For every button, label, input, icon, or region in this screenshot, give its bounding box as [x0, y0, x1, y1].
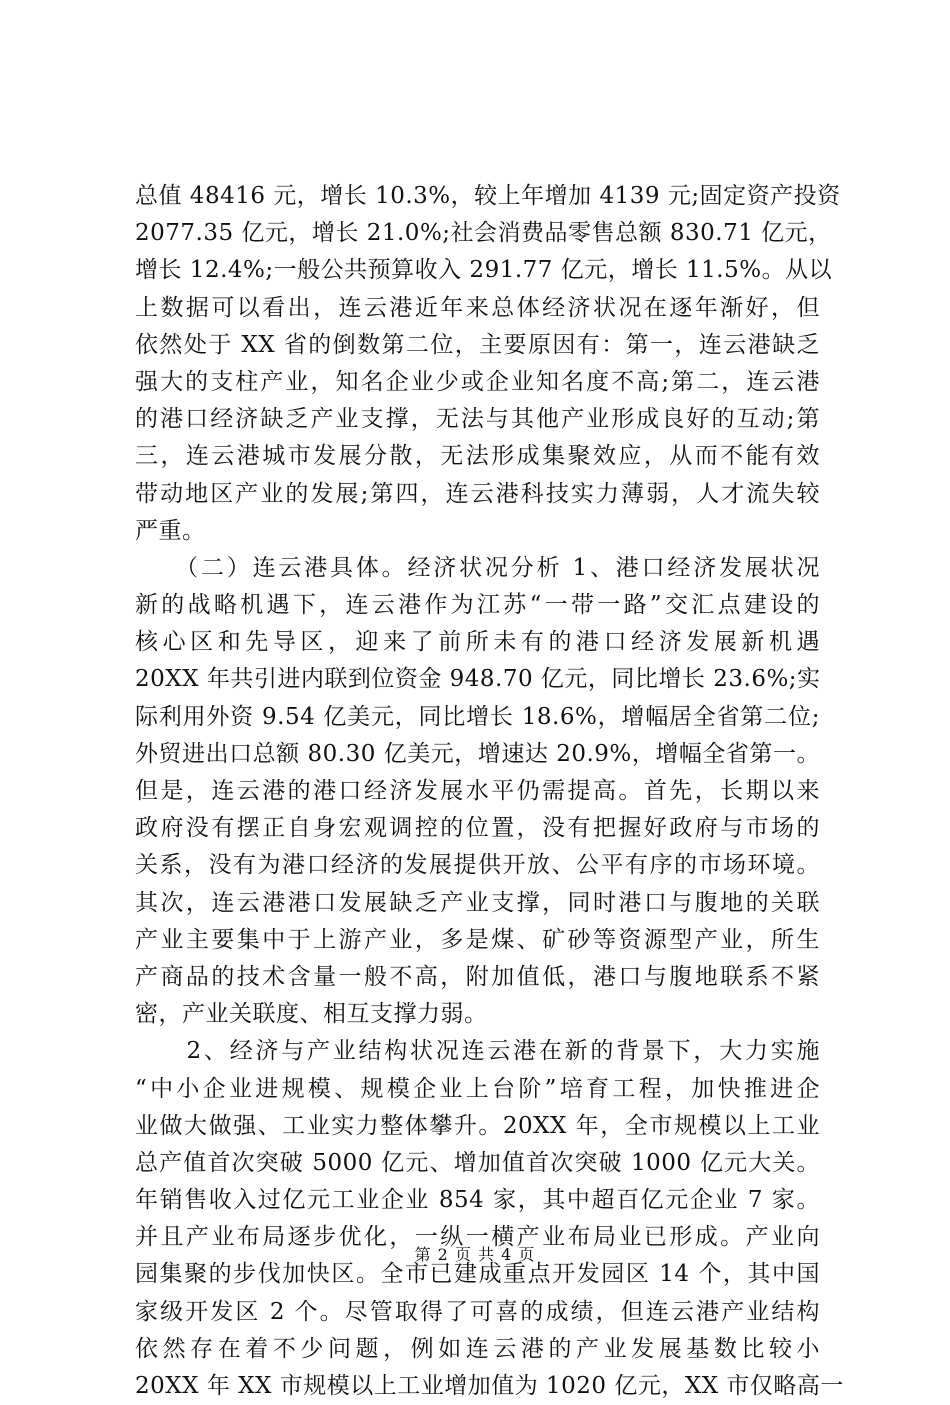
text-line: “中小企业进规模、规模企业上台阶”培育工程，加快推进企	[135, 1075, 820, 1102]
text-line: 产商品的技术含量一般不高，附加值低，港口与腹地联系不紧	[135, 963, 820, 990]
text-line: 核心区和先导区，迎来了前所未有的港口经济发展新机遇	[135, 629, 820, 656]
text-line: 新的战略机遇下，连云港作为江苏“一带一路”交汇点建设的	[135, 592, 820, 619]
text-line: 密，产业关联度、相互支撑力弱。	[135, 1001, 488, 1028]
text-line: 年销售收入过亿元工业企业 854 家，其中超百亿元企业 7 家。	[135, 1187, 820, 1214]
text-line: 上数据可以看出，连云港近年来总体经济状况在逐年渐好，但	[135, 294, 820, 321]
text-line: 园集聚的步伐加快区。全市已建成重点开发园区 14 个，其中国	[135, 1261, 820, 1288]
text-line: 其次，连云港港口发展缺乏产业支撑，同时港口与腹地的关联	[135, 889, 820, 916]
text-line: 际利用外资 9.54 亿美元，同比增长 18.6%，增幅居全省第二位;	[135, 703, 820, 730]
text-line: 2077.35 亿元，增长 21.0%;社会消费品零售总额 830.71 亿元，	[135, 220, 832, 247]
text-line: 外贸进出口总额 80.30 亿美元，增速达 20.9%，增幅全省第一。	[135, 740, 820, 767]
text-line: 2、经济与产业结构状况连云港在新的背景下，大力实施	[135, 1038, 820, 1065]
text-line: 增长 12.4%;一般公共预算收入 291.77 亿元，增长 11.5%。从以	[135, 257, 833, 284]
text-line: 家级开发区 2 个。尽管取得了可喜的成绩，但连云港产业结构	[135, 1298, 820, 1325]
text-line: 依然处于 XX 省的倒数第二位，主要原因有：第一，连云港缺乏	[135, 331, 820, 358]
text-line: 但是，连云港的港口经济发展水平仍需提高。首先，长期以来	[135, 778, 820, 804]
page-footer: 第 2 页 共 4 页	[414, 1245, 536, 1264]
text-line: （二）连云港具体。经济状况分析 1、港口经济发展状况	[135, 554, 820, 581]
body-text	[135, 178, 844, 1405]
text-line: 产业主要集中于上游产业，多是煤、矿砂等资源型产业，所生	[135, 926, 820, 953]
text-line: 总值 48416 元，增长 10.3%，较上年增加 4139 元;固定资产投资	[135, 183, 841, 209]
text-line: 政府没有摆正自身宏观调控的位置，没有把握好政府与市场的	[135, 815, 820, 842]
text-line: 并且产业布局逐步优化，一纵一横产业布局业已形成。产业向	[135, 1224, 820, 1251]
text-line: 总产值首次突破 5000 亿元、增加值首次突破 1000 亿元大关。	[135, 1149, 820, 1176]
text-line: 强大的支柱产业，知名企业少或企业知名度不高;第二，连云港	[135, 368, 820, 395]
text-line: 严重。	[135, 517, 206, 544]
text-line: 依然存在着不少问题，例如连云港的产业发展基数比较小	[135, 1335, 820, 1362]
text-line: 三，连云港城市发展分散，无法形成集聚效应，从而不能有效	[135, 443, 820, 470]
text-line: 的港口经济缺乏产业支撑，无法与其他产业形成良好的互动;第	[135, 406, 820, 433]
text-line: 关系，没有为港口经济的发展提供开放、公平有序的市场环境。	[135, 852, 820, 879]
text-line: 20XX 年 XX 市规模以上工业增加值为 1020 亿元，XX 市仅略高一	[135, 1373, 844, 1399]
text-line: 20XX 年共引进内联到位资金 948.70 亿元，同比增长 23.6%;实	[135, 666, 821, 693]
text-line: 带动地区产业的发展;第四，连云港科技实力薄弱，人才流失较	[135, 480, 820, 507]
text-line: 业做大做强、工业实力整体攀升。20XX 年，全市规模以上工业	[135, 1112, 820, 1139]
